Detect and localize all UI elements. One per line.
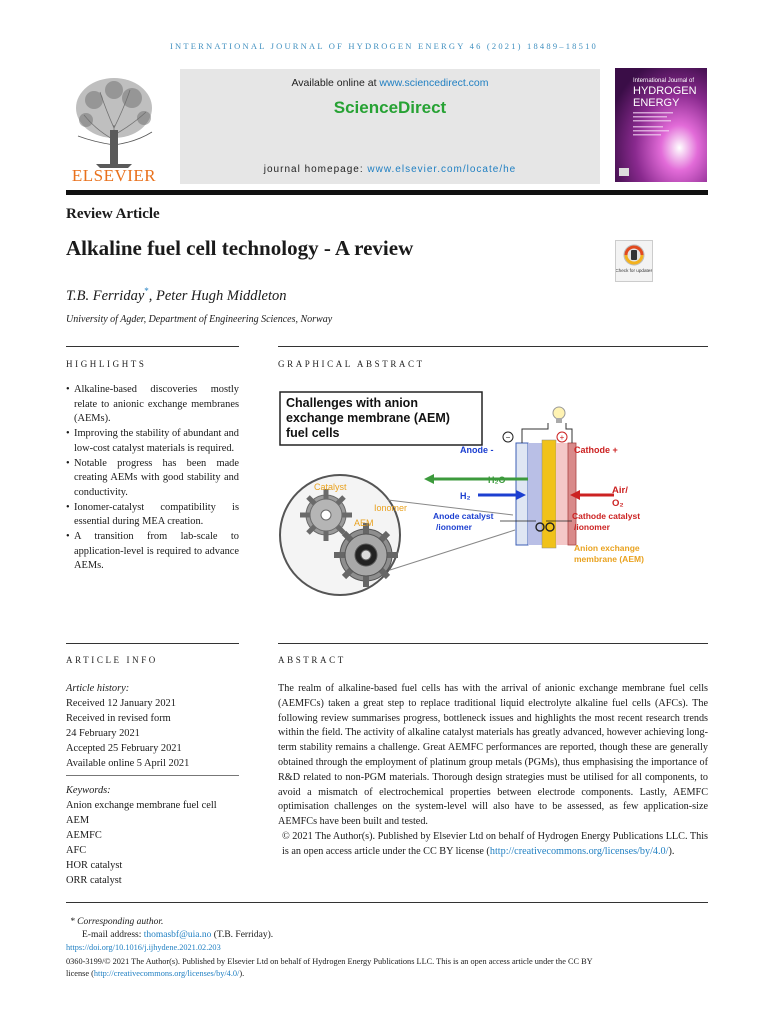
- elsevier-logo[interactable]: [66, 70, 162, 185]
- abstract-body: [278, 682, 708, 860]
- available-online-text: Available online at www.sciencedirect.com: [291, 77, 489, 89]
- svg-text:membrane (AEM): membrane (AEM): [574, 554, 644, 564]
- doi-link[interactable]: https://doi.org/10.1016/j.ijhydene.2021.02.203: [66, 943, 221, 952]
- svg-text:Catalyst: Catalyst: [314, 482, 347, 492]
- keyword: AEM: [66, 815, 90, 826]
- highlights-rule: [66, 346, 239, 347]
- author-list: T.B. Ferriday*, Peter Hugh Middleton: [66, 286, 287, 304]
- journal-cover-thumbnail[interactable]: [615, 68, 707, 182]
- svg-text:Cathode catalyst: Cathode catalyst: [572, 511, 641, 521]
- svg-text:International Journal of: International Journal of: [633, 78, 695, 84]
- keyword: AEMFC: [66, 830, 102, 841]
- graphical-abstract-rule: [278, 346, 708, 347]
- svg-text:AEM: AEM: [354, 518, 374, 528]
- svg-text:Anode catalyst: Anode catalyst: [433, 511, 494, 521]
- issn-license-notice: 0360-3199/© 2021 The Author(s). Published by Elsevier Ltd on behalf of Hydrogen Energy Publications LLC. This is an open access article under the CC BY license (http://creativecommons.org/licenses/by/4.0/).: [66, 957, 593, 979]
- license-link[interactable]: http://creativecommons.org/licenses/by/4.0/: [489, 845, 669, 857]
- list-item: • Improving the stability of abundant and low-cost catalyst materials is required.: [66, 427, 239, 456]
- copyright-notice: © 2021 The Author(s). Published by Elsevier Ltd on behalf of Hydrogen Energy Publications LLC. This is an open access article under the CC BY license (http://creativecommons.org/licenses/by/4.0/).: [282, 830, 708, 857]
- article-history: Article history: Received 12 January 2021 Received in revised form 24 February 2021 Accepted 25 February 2021 Available online 5 April 2021: [66, 683, 190, 769]
- sciencedirect-brand[interactable]: ScienceDirect: [333, 98, 447, 117]
- svg-text:exchange membrane (AEM): exchange membrane (AEM): [286, 411, 450, 425]
- svg-text:Check for updates: Check for updates: [616, 268, 652, 273]
- abstract-rule: [278, 643, 708, 644]
- footer-license-link[interactable]: http://creativecommons.org/licenses/by/4.0/: [93, 969, 240, 979]
- email-line: E-mail address: thomasbf@uia.no (T.B. Ferriday).: [82, 930, 274, 940]
- author-name[interactable]: Peter Hugh Middleton: [156, 287, 287, 304]
- abstract-heading: ABSTRACT: [278, 655, 346, 665]
- corresponding-author-mark[interactable]: *: [144, 286, 149, 296]
- email-link[interactable]: thomasbf@uia.no: [143, 930, 212, 940]
- abstract-text: The realm of alkaline-based fuel cells has with the arrival of anionic exchange membrane fuel cells (AEMFCs) taken a great step to replace traditional liquid electrolyte alkaline fuel cells (AFCs). The following review summarises progress, bottleneck issues and highlights the most recent research trends within the field. The activity of alkaline catalyst materials has greatly advanced, however achieving long-term stability remains a challenge. Great AEMFC performances are reported, though these are generally obtained through the employment of platinum group metals (PGMs), thus emphasising the importance of R&D related to non-PGM materials. Thorough design strategies must be utilised for all components, to avoid a mismatch of electrochemical properties between electrode components. Lastly, AEMFC optimisation challenges on the system-level will also have to be assessed, as few application-size AEMFCs have been built and tested.: [278, 683, 708, 828]
- svg-text:/ionomer: /ionomer: [574, 522, 610, 532]
- article-title: Alkaline fuel cell technology - A review: [66, 236, 414, 260]
- keyword: HOR catalyst: [66, 860, 123, 871]
- svg-text:ENERGY: ENERGY: [633, 97, 680, 109]
- journal-homepage: journal homepage: www.elsevier.com/locate/he: [263, 164, 517, 175]
- svg-text:−: −: [505, 433, 511, 442]
- check-for-updates-badge[interactable]: [615, 240, 653, 282]
- svg-text:Ionomer: Ionomer: [374, 503, 408, 513]
- svg-text:+: +: [559, 433, 565, 442]
- corresponding-author-note: * Corresponding author.: [70, 917, 164, 927]
- footer-rule: [66, 902, 708, 903]
- svg-text:fuel cells: fuel cells: [286, 426, 340, 440]
- keywords-block: Keywords: Anion exchange membrane fuel cell AEM AEMFC AFC HOR catalyst ORR catalyst: [66, 783, 256, 888]
- sciencedirect-link[interactable]: www.sciencedirect.com: [379, 77, 489, 89]
- highlights-list: [66, 383, 239, 574]
- header-rule: [66, 190, 708, 195]
- author-name[interactable]: T.B. Ferriday: [66, 287, 145, 304]
- graphical-abstract-figure[interactable]: [278, 385, 708, 615]
- svg-text:/ionomer: /ionomer: [436, 522, 472, 532]
- journal-citation-line: INTERNATIONAL JOURNAL OF HYDROGEN ENERGY 46 (2021) 18489–18510: [170, 41, 598, 51]
- affiliation: University of Agder, Department of Engineering Sciences, Norway: [66, 314, 333, 325]
- list-item: • Notable progress has been made creating AEMs with good stability and conductivity.: [66, 457, 239, 501]
- graphical-abstract-heading: GRAPHICAL ABSTRACT: [278, 359, 425, 369]
- elsevier-wordmark: ELSEVIER: [71, 166, 157, 185]
- keyword: Anion exchange membrane fuel cell: [66, 800, 217, 811]
- keyword: AFC: [66, 845, 87, 856]
- article-type: Review Article: [66, 206, 160, 222]
- list-item: • A transition from lab-scale to application-level is required to advance AEMs.: [66, 530, 239, 574]
- svg-text:O₂: O₂: [612, 498, 624, 509]
- svg-text:H₂O: H₂O: [488, 475, 506, 485]
- svg-text:Cathode +: Cathode +: [574, 445, 618, 455]
- highlights-heading: HIGHLIGHTS: [66, 359, 147, 369]
- svg-text:Anode -: Anode -: [460, 445, 494, 455]
- article-info-heading: ARTICLE INFO: [66, 655, 158, 665]
- svg-text:Anion exchange: Anion exchange: [574, 543, 640, 553]
- list-item: • Alkaline-based discoveries mostly relate to anionic exchange membranes (AEMs).: [66, 383, 239, 427]
- journal-homepage-link[interactable]: www.elsevier.com/locate/he: [367, 164, 517, 175]
- article-info-rule: [66, 643, 239, 644]
- list-item: • Ionomer-catalyst compatibility is essential during MEA creation.: [66, 501, 239, 530]
- keyword: ORR catalyst: [66, 875, 122, 886]
- svg-text:Challenges with anion: Challenges with anion: [286, 396, 418, 410]
- svg-text:Air/: Air/: [612, 485, 628, 496]
- keywords-rule: [66, 775, 239, 776]
- svg-text:HYDROGEN: HYDROGEN: [633, 85, 697, 97]
- svg-text:H₂: H₂: [460, 491, 471, 501]
